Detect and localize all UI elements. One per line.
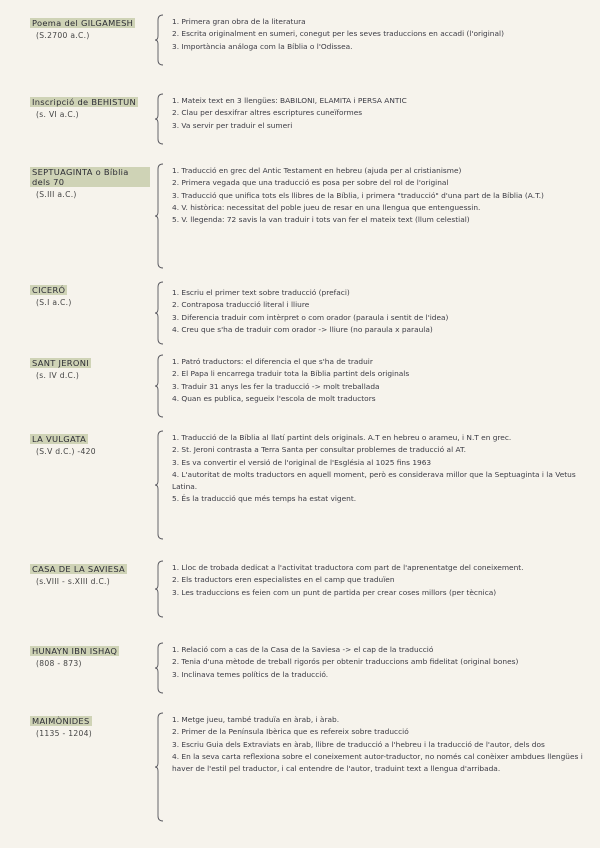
list-item: 4. L'autoritat de molts traductors en aquell moment, però es considerava millor que la Septuaginta i la Vetus Latina. [172,469,576,492]
curly-brace-icon [154,354,164,418]
curly-brace-icon [154,93,164,145]
section-septuaginta [22,163,586,269]
list-item: 2. Tenia d'una mètode de treball rigorós per obtenir traduccions amb fidelitat (original bones) [172,657,519,667]
list-item: 1. Primera gran obra de la literatura [172,17,306,26]
topic-label [30,358,150,381]
item-list [172,16,586,53]
list-item: 3. Es va convertir el versió de l'original de l'Església al 1025 fins 1963 [172,457,432,467]
list-item: 4. En la seva carta reflexiona sobre el coneixement autor-traductor, no només cal conèixer ambdues llengües i haver de l'estil pel traductor, i cal entendre de l'autor, traduint text a llengua d'arribada. [172,751,583,774]
section-behistun [22,93,586,145]
topic-title: LA VULGATA [32,434,87,444]
list-item: 2. El Papa li encarrega traduir tota la Bíblia partint dels originals [172,369,410,379]
list-item: 2. Contraposa traducció literal i lliure [172,300,310,310]
curly-brace-icon [154,281,164,345]
curly-brace-icon [154,642,164,694]
topic-title: MAIMÒNIDES [32,716,90,726]
topic-date: (1135 - 1204) [36,729,93,738]
list-item: 1. Lloc de trobada dedicat a l'activitat traductora com part de l'aprenentatge del coneixement. [172,563,524,572]
curly-brace-icon [154,430,164,540]
item-list [172,165,586,226]
list-item: 2. Primera vegada que una traducció es posa per sobre del rol de l'original [172,178,449,188]
topic-date: (s. IV d.C.) [36,371,80,380]
topic-title: SANT JERONI [32,358,89,368]
list-item: 1. Escriu el primer text sobre traducció (prefaci) [172,288,350,297]
topic-title: Inscripció de BEHISTUN [32,97,136,107]
list-item: 5. És la traducció que més temps ha estat vigent. [172,494,357,504]
item-list [172,356,586,405]
topic-title: Poema del GILGAMESH [32,18,134,28]
topic-title: CICERÓ [32,285,66,295]
list-item: 1. Metge jueu, també traduïa en àrab, i àrab. [172,715,340,724]
topic-date: (S.III a.C.) [36,190,77,199]
list-item: 4. Quan es publica, segueix l'escola de molt traductors [172,393,376,403]
list-item: 1. Traducció de la Bíblia al llatí partint dels originals. A.T en hebreu o arameu, i N.T en grec. [172,433,512,442]
topic-label [30,646,150,669]
topic-title: HUNAYN IBN ISHAQ [32,646,118,656]
list-item: 1. Patró traductors: el diferencia el que s'ha de traduir [172,357,373,366]
topic-label [30,18,150,41]
list-item: 2. Els traductors eren especialistes en el camp que traduïen [172,575,395,585]
topic-label [30,564,150,587]
list-item: 1. Relació com a cas de la Casa de la Saviesa -> el cap de la traducció [172,645,434,654]
item-list [172,562,586,599]
list-item: 1. Traducció en grec del Antic Testament en hebreu (ajuda per al cristianisme) [172,166,462,175]
list-item: 1. Mateix text en 3 llengües: BABILONI, ELAMITA i PERSA ANTIC [172,96,407,105]
item-list [172,714,586,775]
topic-title: SEPTUAGINTA o Bíblia dels 70 [30,167,150,187]
topic-label [30,716,150,739]
topic-label [30,285,150,308]
topic-date: (s.VIII - s.XIII d.C.) [36,577,111,586]
list-item: 3. Traduir 31 anys les fer la traducció -> molt treballada [172,381,380,391]
list-item: 2. Clau per desxifrar altres escriptures cuneïformes [172,108,363,118]
topic-date: (S.V d.C.) -420 [36,447,96,456]
topic-date: (s. VI a.C.) [36,110,79,119]
topic-date: (S.2700 a.C.) [36,31,90,40]
list-item: 3. Traducció que unifica tots els llibres de la Bíblia, i primera "traducció" d'una part de la Bíblia (A.T.) [172,190,544,200]
list-item: 4. V. històrica: necessitat del poble jueu de resar en una llengua que entenguessin. [172,202,481,212]
section-cicero [22,281,586,345]
curly-brace-icon [154,163,164,269]
item-list [172,644,586,681]
section-ishaq [22,642,586,694]
topic-label [30,167,150,200]
section-maimonides [22,712,586,822]
topic-date: (S.I a.C.) [36,298,72,307]
topic-title: CASA DE LA SAVIESA [32,564,126,574]
list-item: 2. Escrita originalment en sumeri, conegut per les seves traduccions en accadi (l'original) [172,29,504,39]
item-list [172,432,586,506]
list-item: 5. V. llegenda: 72 savis la van traduir i tots van fer el mateix text (llum celestial) [172,215,470,225]
section-saviesa [22,560,586,618]
list-item: 3. Inclinava temes polítics de la traducció. [172,669,329,679]
item-list [172,95,586,132]
list-item: 3. Va servir per traduir el sumeri [172,120,293,130]
curly-brace-icon [154,14,164,66]
item-list [172,287,586,336]
section-gilgamesh [22,14,586,66]
topic-date: (808 - 873) [36,659,82,668]
topic-label [30,434,150,457]
list-item: 2. Primer de la Península Ibèrica que es refereix sobre traducció [172,727,409,737]
list-item: 3. Importància análoga com la Bíblia o l'Odissea. [172,41,353,51]
list-item: 3. Diferencia traduir com intèrpret o com orador (paraula i sentit de l'idea) [172,312,449,322]
topic-label [30,97,150,120]
section-jeroni [22,354,586,418]
curly-brace-icon [154,712,164,822]
section-vulgata [22,430,586,540]
curly-brace-icon [154,560,164,618]
list-item: 2. St. Jeroni contrasta a Terra Santa per consultar problemes de traducció al AT. [172,445,466,455]
list-item: 4. Creu que s'ha de traduir com orador -> lliure (no paraula x paraula) [172,324,433,334]
list-item: 3. Les traduccions es feien com un punt de partida per crear coses millors (per tècnica) [172,587,497,597]
list-item: 3. Escriu Guia dels Extraviats en àrab, llibre de traducció a l'hebreu i la traducció de l'autor, dels dos [172,739,545,749]
